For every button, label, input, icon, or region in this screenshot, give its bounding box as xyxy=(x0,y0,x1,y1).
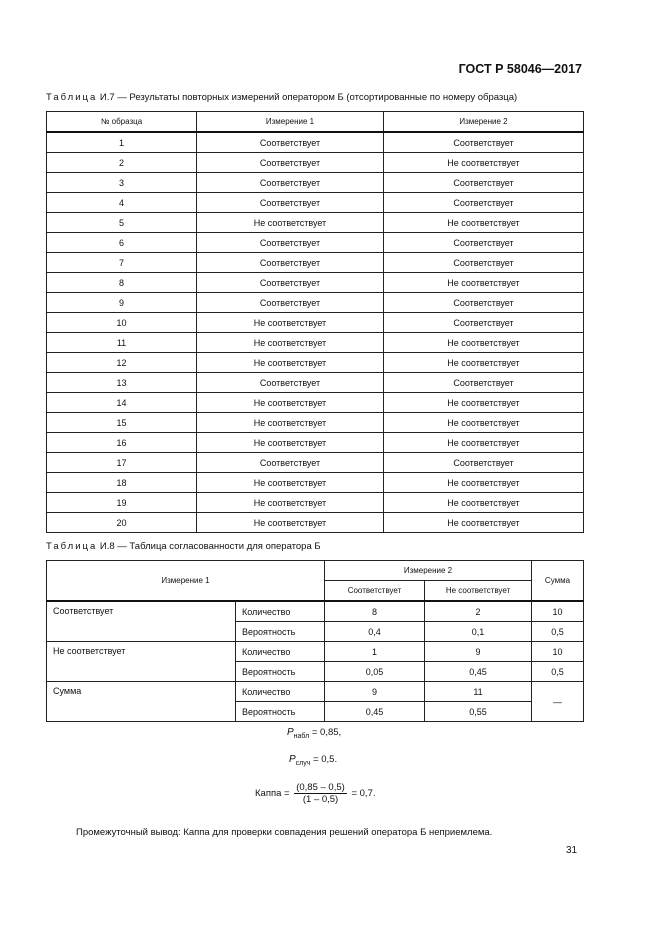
measurement-2: Соответствует xyxy=(384,293,584,313)
formula-p-observed xyxy=(287,727,341,740)
caption-prefix: Таблица xyxy=(46,541,98,552)
measurement-2: Не соответствует xyxy=(384,413,584,433)
measurement-1: Не соответствует xyxy=(197,213,384,233)
table-row xyxy=(47,353,584,373)
row-kind: Количество xyxy=(236,682,325,702)
row-kind: Количество xyxy=(236,642,325,662)
measurement-2: Соответствует xyxy=(384,193,584,213)
sample-number: 7 xyxy=(47,253,197,273)
conclusion-text: Промежуточный вывод: Каппа для проверки совпадения решений оператора Б неприемлема. xyxy=(76,827,493,838)
table-row xyxy=(47,601,584,622)
value-nonconforms: 11 xyxy=(425,682,532,702)
table-row xyxy=(47,153,584,173)
subscript: набл xyxy=(293,732,310,740)
table-row xyxy=(47,473,584,493)
value-nonconforms: 0,1 xyxy=(425,622,532,642)
sample-number: 18 xyxy=(47,473,197,493)
document-code: ГОСТ Р 58046—2017 xyxy=(458,62,582,76)
value-conforms: 0,45 xyxy=(325,702,425,722)
value-sum: 0,5 xyxy=(532,662,584,682)
measurement-2: Не соответствует xyxy=(384,513,584,533)
measurement-1: Соответствует xyxy=(197,273,384,293)
measurement-2: Соответствует xyxy=(384,373,584,393)
row-kind: Вероятность xyxy=(236,662,325,682)
measurement-2: Соответствует xyxy=(384,173,584,193)
sample-number: 11 xyxy=(47,333,197,353)
measurement-2: Соответствует xyxy=(384,253,584,273)
sample-number: 13 xyxy=(47,373,197,393)
value-sum: 0,5 xyxy=(532,622,584,642)
value-nonconforms: 0,45 xyxy=(425,662,532,682)
measurement-1: Соответствует xyxy=(197,173,384,193)
group-label: Сумма xyxy=(47,682,236,722)
table-row xyxy=(47,293,584,313)
measurement-2: Не соответствует xyxy=(384,153,584,173)
sample-number: 2 xyxy=(47,153,197,173)
measurement-1: Соответствует xyxy=(197,193,384,213)
group-label: Соответствует xyxy=(47,601,236,642)
column-header: Измерение 2 xyxy=(384,112,584,133)
kappa-value: = 0,7. xyxy=(351,788,376,800)
header-conforms: Соответствует xyxy=(325,581,425,602)
kappa-label: Каппа = xyxy=(255,788,290,800)
measurement-1: Не соответствует xyxy=(197,413,384,433)
measurement-2: Соответствует xyxy=(384,453,584,473)
measurement-1: Не соответствует xyxy=(197,473,384,493)
table-row xyxy=(47,453,584,473)
value-nonconforms: 9 xyxy=(425,642,532,662)
table-row xyxy=(47,173,584,193)
measurement-1: Не соответствует xyxy=(197,393,384,413)
caption-prefix: Таблица xyxy=(46,92,98,103)
column-header: № образца xyxy=(47,112,197,133)
table-row xyxy=(47,333,584,353)
measurement-2: Соответствует xyxy=(384,132,584,153)
measurement-2: Не соответствует xyxy=(384,333,584,353)
table-agreement xyxy=(46,560,584,722)
sample-number: 14 xyxy=(47,393,197,413)
measurement-2: Не соответствует xyxy=(384,473,584,493)
formula-p-chance xyxy=(289,754,337,767)
measurement-2: Не соответствует xyxy=(384,433,584,453)
value-sum: 10 xyxy=(532,601,584,622)
value-conforms: 0,4 xyxy=(325,622,425,642)
value-conforms: 0,05 xyxy=(325,662,425,682)
symbol: P xyxy=(289,754,296,765)
sample-number: 17 xyxy=(47,453,197,473)
fraction xyxy=(294,782,347,805)
sample-number: 5 xyxy=(47,213,197,233)
measurement-1: Соответствует xyxy=(197,453,384,473)
measurement-1: Соответствует xyxy=(197,233,384,253)
measurement-1: Не соответствует xyxy=(197,353,384,373)
column-header: Измерение 1 xyxy=(197,112,384,133)
table-row xyxy=(47,413,584,433)
denominator: (1 – 0,5) xyxy=(302,794,339,805)
table-row xyxy=(47,433,584,453)
table-row xyxy=(47,373,584,393)
value-conforms: 9 xyxy=(325,682,425,702)
measurement-1: Не соответствует xyxy=(197,313,384,333)
value-conforms: 1 xyxy=(325,642,425,662)
measurement-2: Не соответствует xyxy=(384,493,584,513)
row-kind: Количество xyxy=(236,601,325,622)
measurement-2: Соответствует xyxy=(384,233,584,253)
header-measurement-1: Измерение 1 xyxy=(47,561,325,602)
measurement-1: Не соответствует xyxy=(197,433,384,453)
formula-kappa xyxy=(255,782,376,805)
table-row xyxy=(47,493,584,513)
measurement-1: Не соответствует xyxy=(197,333,384,353)
sample-number: 9 xyxy=(47,293,197,313)
symbol: P xyxy=(287,727,294,738)
caption-text: И.7 — Результаты повторных измерений оператором Б (отсортированные по номеру образца) xyxy=(99,92,518,103)
sample-number: 8 xyxy=(47,273,197,293)
numerator: (0,85 – 0,5) xyxy=(296,782,345,793)
sample-number: 10 xyxy=(47,313,197,333)
table1-caption xyxy=(46,92,517,103)
sample-number: 3 xyxy=(47,173,197,193)
sample-number: 4 xyxy=(47,193,197,213)
header-nonconforms: Не соответствует xyxy=(425,581,532,602)
table-row xyxy=(47,273,584,293)
sample-number: 19 xyxy=(47,493,197,513)
table-row xyxy=(47,393,584,413)
table-row xyxy=(47,253,584,273)
sample-number: 1 xyxy=(47,132,197,153)
measurement-2: Соответствует xyxy=(384,313,584,333)
sample-number: 16 xyxy=(47,433,197,453)
sample-number: 6 xyxy=(47,233,197,253)
table-row xyxy=(47,233,584,253)
measurement-1: Соответствует xyxy=(197,373,384,393)
measurement-1: Не соответствует xyxy=(197,493,384,513)
value-sum: 10 xyxy=(532,642,584,662)
table-repeat-measurements xyxy=(46,111,584,533)
caption-text: И.8 — Таблица согласованности для оператора Б xyxy=(99,541,321,552)
table-row xyxy=(47,642,584,662)
value-nonconforms: 2 xyxy=(425,601,532,622)
row-kind: Вероятность xyxy=(236,702,325,722)
sample-number: 12 xyxy=(47,353,197,373)
measurement-2: Не соответствует xyxy=(384,393,584,413)
value: = 0,5. xyxy=(313,754,338,765)
group-label: Не соответствует xyxy=(47,642,236,682)
table2-caption xyxy=(46,541,321,552)
table-row xyxy=(47,513,584,533)
measurement-2: Не соответствует xyxy=(384,213,584,233)
sample-number: 15 xyxy=(47,413,197,433)
header-measurement-2: Измерение 2 xyxy=(325,561,532,581)
page-number: 31 xyxy=(566,845,578,856)
table-row xyxy=(47,213,584,233)
measurement-1: Соответствует xyxy=(197,132,384,153)
sample-number: 20 xyxy=(47,513,197,533)
measurement-1: Соответствует xyxy=(197,293,384,313)
value-sum: — xyxy=(532,682,584,722)
measurement-2: Не соответствует xyxy=(384,353,584,373)
table-row xyxy=(47,682,584,702)
table-row xyxy=(47,313,584,333)
measurement-1: Соответствует xyxy=(197,153,384,173)
table-row xyxy=(47,132,584,153)
subscript: случ xyxy=(295,759,311,767)
measurement-2: Не соответствует xyxy=(384,273,584,293)
measurement-1: Соответствует xyxy=(197,253,384,273)
value-nonconforms: 0,55 xyxy=(425,702,532,722)
row-kind: Вероятность xyxy=(236,622,325,642)
measurement-1: Не соответствует xyxy=(197,513,384,533)
value-conforms: 8 xyxy=(325,601,425,622)
value: = 0,85, xyxy=(311,727,342,738)
header-sum: Сумма xyxy=(532,561,584,602)
table-row xyxy=(47,193,584,213)
